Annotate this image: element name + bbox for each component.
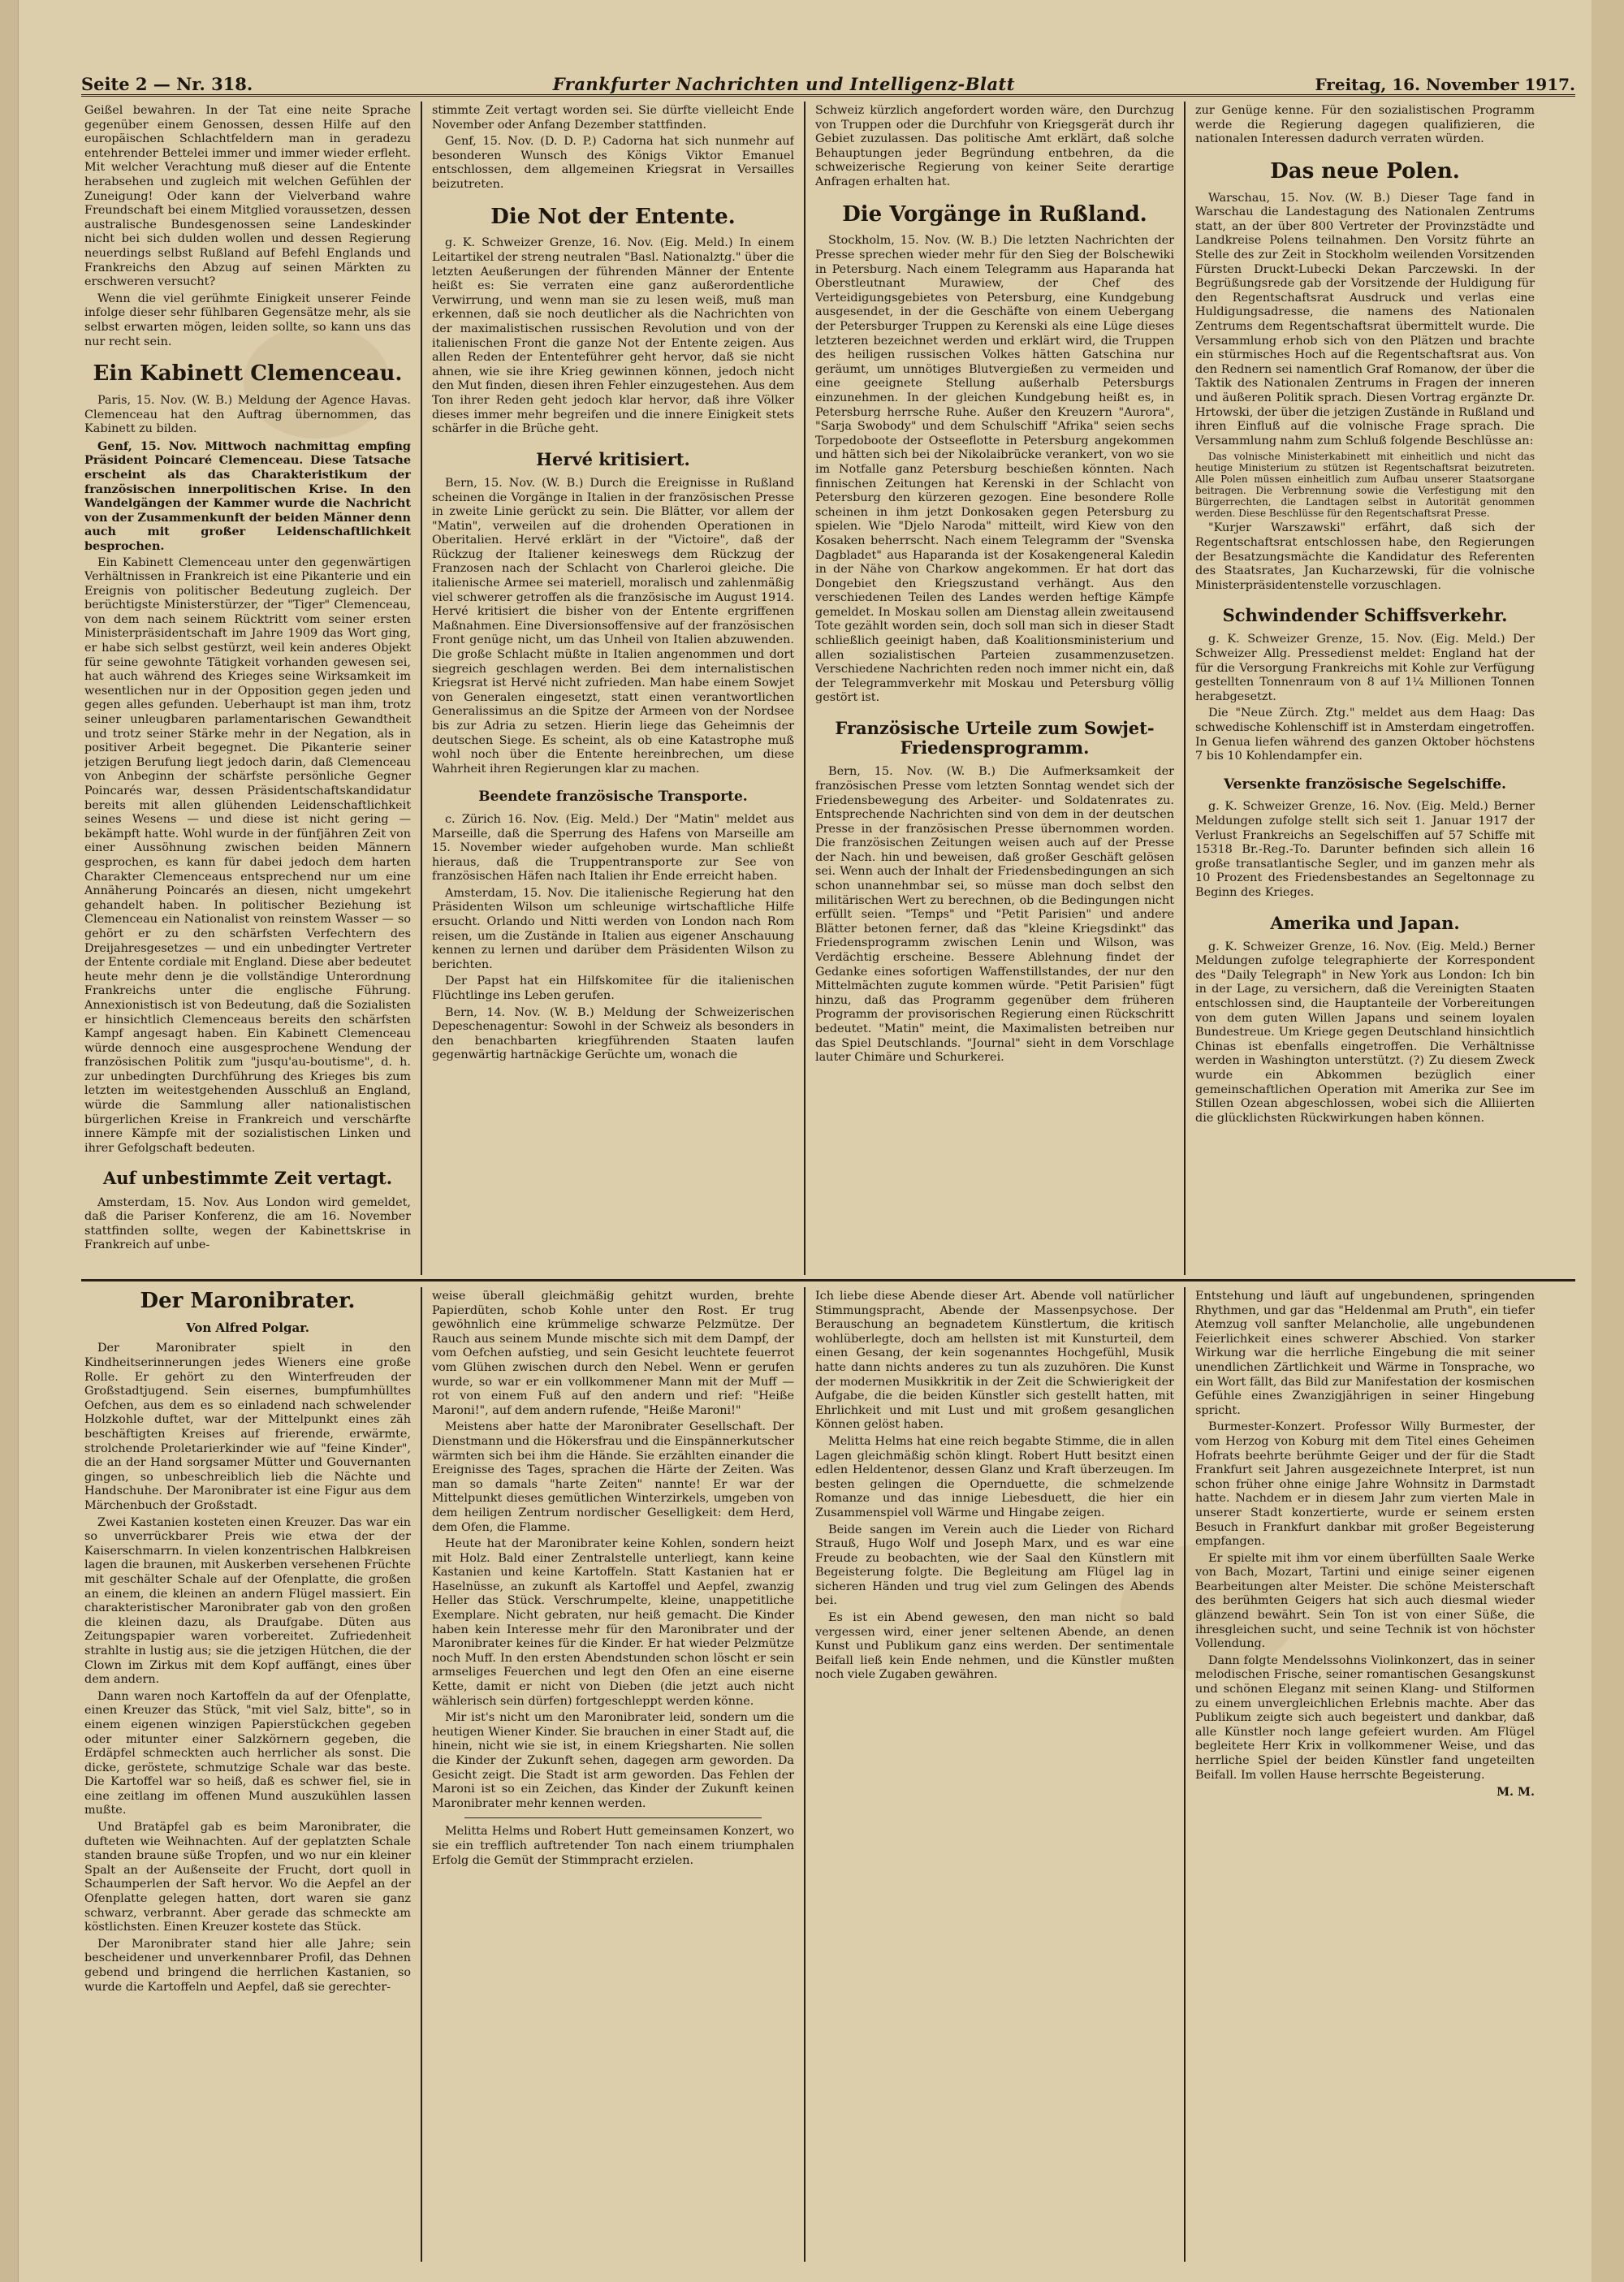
article-small-text: Das volnische Ministerkabinett mit einheitlich und nicht das heutige Ministerium zu stützen ist Regentschaftsrat beizutreten. Alle Polen müssen einheitlich zum Aufbau unserer Staatsorgane beitragen. Die Verbrennung sowie die Verfestigung mit den Bürgerrechten, die Landtagen selbst in Autorität genommen werden. Diese Beschlüsse für den Regentschaftsrat Presse. bbox=[1195, 451, 1535, 520]
article-text: zur Genüge kenne. Für den sozialistischen Programm werde die Regierung dagegen qualifizieren, die nationalen Interessen dadurch verraten würden. bbox=[1195, 104, 1535, 146]
feuilleton-text: Ich liebe diese Abende dieser Art. Abende voll natürlicher Stimmungspracht, Abende der Massenpsychose. Der Berauschung an begnadetem Künstlertum, die kritisch wohlüberlegte, doch am hellsten ist mit Kunsturteil, dem einen Gesang, der kein sogenanntes Hochgefühl, Musik hatte dann nichts anderes zu tun als zuzuhören. Die Kunst der modernen Musikkritik in der Zeit die Schwierigkeit der Aufgabe, die die beiden Künstler sich gestellt hatten, mit Ehrlichkeit und mit Lust und mit großem gesanglichen Können gelöst haben. bbox=[815, 1290, 1174, 1432]
issue-date: Freitag, 16. November 1917. bbox=[1315, 75, 1575, 94]
headline-urteile: Französische Urteile zum Sowjet-Friedensprogramm. bbox=[835, 718, 1155, 759]
feuilleton-text: weise überall gleichmäßig gehitzt wurden, brehte Papierdüten, schob Kohle unter den Rost. Er trug gewöhnlich eine krümmelige schwarze Pelzmütze. Der Rauch aus seinem Munde mischte sich mit dem Dampf, der vom Oefchen aufstieg, und sein Gesicht leuchtete feuerrot vom Glühen zwischen durch den Nebel. Wenn er gerufen wurde, so war er ein vollkommener Mann mit der Muff — rot von einem Fuß auf den andern und rief: "Heiße Maroni!", auf dem andern rufende, "Heiße Maroni!" bbox=[432, 1290, 794, 1417]
article-text: Stockholm, 15. Nov. (W. B.) Die letzten Nachrichten der Presse sprechen wieder mehr für den Sieg der Bolschewiki in Petersburg. Nach einem Telegramm aus Haparanda hat Oberstleutnant Murawiew, der Chef des Verteidigungsgebietes von Petersburg, eine Kundgebung ausgesendet, in der die Geschäfte von einem Uebergang der Petersburger Truppen zu Kerenski als eine Lüge dieses letzteren bezeichnet werden und erklärt wird, die Truppen des heiligen russischen Volkes hätten Gatschina nur geräumt, um unnötiges Blutvergießen zu vermeiden und eine geeignete Stellung außerhalb Petersburgs einzunehmen. In der gleichen Kundgebung heißt es, in Petersburg herrsche Ruhe. Außer den Kreuzern "Aurora", "Sarja Swobody" und dem Schulschiff "Afrika" seien sechs Torpedoboote der Ostseeflotte in Petersburg angekommen und hätten sich bei der Nikolaibrücke verankert, von wo sie im Notfalle ganz Petersburg beschießen könnten. Nach finnischen Zeitungen hat Kerenski in der Schlacht von Petersburg den kürzeren gezogen. Eine besondere Rolle scheinen in ihm jetzt Donkosaken gegen Petersburg zu spielen. Wie "Djelo Naroda" mitteilt, wird Kiew von den Kosaken beherrscht. Nach einem Telegramm der "Svenska Dagbladet" aus Haparanda ist der Kosakengeneral Kaledin in der Nähe von Charkow angekommen. Er hat dort das Dongebiet den Kriegszustand verhängt. Aus den verschiedenen Teilen des Landes werden heftige Kämpfe gemeldet. In Moskau sollen am Dienstag allein zweitausend Tote gezählt worden sein, doch soll man sich in dieser Stadt schließlich geeinigt haben, daß Koalitionsministerium und allen sozialistischen Parteien zusammenzusetzen. Verschiedene Nachrichten reden noch immer nicht ein, daß der Telegrammverkehr mit Moskau und Petersburg völlig gestört ist. bbox=[815, 234, 1174, 705]
column-4 bbox=[1195, 104, 1535, 1273]
feuilleton-title: Der Maronibrater. bbox=[140, 1290, 356, 1313]
column-rule bbox=[804, 1287, 806, 2262]
feuilleton-author: Von Alfred Polgar. bbox=[186, 1320, 309, 1335]
article-text: Der Papst hat ein Hilfskomitee für die italienischen Flüchtlinge ins Leben gerufen. bbox=[432, 975, 794, 1003]
article-text: Schweiz kürzlich angefordert worden wäre, den Durchzug von Truppen oder die Durchfuhr von Kriegsgerät durch ihr Gebiet zuzulassen. Das politische Amt erklärt, daß solche Behauptungen jeder Begründung entbehren, da die schweizerische Regierung von keiner Seite derartige Anfragen erhalten hat. bbox=[815, 104, 1174, 188]
article-text: c. Zürich 16. Nov. (Eig. Meld.) Der "Matin" meldet aus Marseille, daß die Sperrung des Hafens von Marseille am 15. November wieder aufgehoben wurde. Man schließt hieraus, daß die Truppentransporte zur See von französischen Häfen nach Italien ihr Ende erreicht haben. bbox=[432, 812, 794, 884]
article-text: Amsterdam, 15. Nov. Die italienische Regierung hat den Präsidenten Wilson um schleunige wirtschaftliche Hilfe ersucht. Orlando und Nitti werden von London nach Rom reisen, um die Zustände in Italien aus eigener Anschauung kennen zu lernen und darüber dem Präsidenten Wilson zu berichten. bbox=[432, 886, 794, 971]
feuilleton-text: Beide sangen im Verein auch die Lieder von Richard Strauß, Hugo Wolf und Joseph Marx, und es war eine Freude zu beobachten, wie der Saal den Künstlern mit Begeisterung folgte. Die Begleitung am Flügel lag in sicheren Händen und trug viel zum Gelingen des Abends bei. bbox=[815, 1523, 1174, 1608]
article-text: Amsterdam, 15. Nov. Aus London wird gemeldet, daß die Pariser Konferenz, die am 16. November stattfinden sollte, wegen der Kabinettskrise in Frankreich auf unbe- bbox=[84, 1195, 411, 1252]
column-rule bbox=[804, 102, 806, 1275]
article-text: g. K. Schweizer Grenze, 16. Nov. (Eig. Meld.) Berner Meldungen zufolge stellt sich seit 1. Januar 1917 der Verlust Frankreichs an Segelschiffen auf 57 Schiffe mit 15318 Br.-Reg.-To. Darunter befinden sich allein 16 große transatlantische Segler, und im ganzen mehr als 10 Prozent des Friedensbestandes an Segeltonnage zu Beginn des Krieges. bbox=[1195, 800, 1535, 899]
feuilleton-text: Er spielte mit ihm vor einem überfüllten Saale Werke von Bach, Mozart, Tartini und einige seiner eigenen Bearbeitungen alter Meister. Die schöne Meisterschaft des berühmten Geigers hat sich auch diesmal wieder glänzend bewährt. Sein Ton ist von einer Süße, die ihresgleichen sucht, und seine Technik ist von höchster Vollendung. bbox=[1195, 1551, 1535, 1651]
headline-herve: Hervé kritisiert. bbox=[536, 448, 690, 469]
feuilleton-column-2 bbox=[432, 1290, 794, 2256]
page-number: Seite 2 — Nr. 318. bbox=[81, 74, 253, 94]
column-2 bbox=[432, 104, 794, 1273]
section-divider bbox=[81, 1279, 1575, 1281]
headline-vertagt: Auf unbestimmte Zeit vertagt. bbox=[102, 1168, 393, 1189]
feuilleton-text: Entstehung und läuft auf ungebundenen, springenden Rhythmen, und gar das "Heldenmal am Pruth", ein tiefer Atemzug voll sanfter Melancholie, alle ungebundenen Feierlichkeit eines schwerer Abschied. Von starker Wirkung war die herrliche Eingebung die mit seiner unendlichen Zärtlichkeit und Wärme in Tonsprache, wo ein Wort fällt, das Bild zur Manifestation der kosmischen Gefühle eines Zwanzigjährigen in seiner Hingebung spricht. bbox=[1195, 1290, 1535, 1417]
article-text: g. K. Schweizer Grenze, 16. Nov. (Eig. Meld.) Berner Meldungen zufolge telegraphierte der Korrespondent des "Daily Telegraph" in New York aus London: Ich bin in der Lage, zu versichern, daß die Vereinigten Staaten entschlossen sind, die Hauptanteile der Vorbereitungen von dem guten Willen Japans und seinem loyalen Bundestreue. Um Kriege gegen Deutschland hinsichtlich Chinas ist ebenfalls eingetroffen. Die Verhältnisse werden in Washington unterstützt. (?) Zu diesem Zweck wurde ein Abkommen bezüglich einer gemeinschaftlichen Operation mit Amerika zur See im Stillen Ozean abgeschlossen, wobei sich die Alliierten die glücklichsten Rückwirkungen haben können. bbox=[1195, 940, 1535, 1125]
headline-segelschiffe: Versenkte französische Segelschiffe. bbox=[1224, 776, 1506, 793]
column-rule bbox=[421, 102, 422, 1275]
feuilleton-text: Melitta Helms hat eine reich begabte Stimme, die in allen Lagen gleichmäßig schön klingt. Robert Hutt besitzt einen edlen Heldentenor, dessen Glanz und Kraft überzeugen. Im besten gelingen die Opernduette, die schmelzende Romanze und das innige Liebesduett, die hier ein Zusammenspiel voll Wärme und Hingabe zeigen. bbox=[815, 1434, 1174, 1519]
headline-amerika-japan: Amerika und Japan. bbox=[1270, 912, 1460, 933]
column-3 bbox=[815, 104, 1174, 1273]
feuilleton-text: Meistens aber hatte der Maronibrater Gesellschaft. Der Dienstmann und die Hökersfrau und die Einspännerkutscher wärmten sich bei ihm die Hände. Sie erzählten einander die Ereignisse des Tages, sprachen die Härte der Zeiten. Was man so damals "harte Zeiten" nannte! Er war der Mittelpunkt dieses gemütlichen Winterzirkels, umgeben von dem heiligen Zentrum nordischer Geselligkeit: dem Herd, dem Ofen, die Flamme. bbox=[432, 1420, 794, 1534]
article-text: Geißel bewahren. In der Tat eine neite Sprache gegenüber einem Genossen, dessen Hilfe auf den europäischen Schlachtfeldern man in geradezu entehrender Bettelei immer und immer wieder erfleht. Mit welcher Verachtung muß dieser auf die Entente herabsehen und zugleich mit welchen Gefühlen der Zuneigung! Oder kann der Vielverband wahre Freundschaft bei einem Mitglied voraussetzen, dessen australische Bundesgenossen seine Landeskinder nicht bei sich dulden wollen und dessen Regierung neuerdings selbst Rußland auf Befehl Englands und Frankreichs den Abzug auf seinen Märkten zu erschweren versucht? bbox=[84, 104, 411, 289]
article-text: stimmte Zeit vertagt worden sei. Sie dürfte vielleicht Ende November oder Anfang Dezember stattfinden. bbox=[432, 104, 794, 132]
headline-schiffsverkehr: Schwindender Schiffsverkehr. bbox=[1222, 605, 1508, 626]
feuilleton-text: Burmester-Konzert. Professor Willy Burmester, der vom Herzog von Koburg mit dem Titel eines Geheimen Hofrats beehrte berühmte Geiger und der für die Stadt Frankfurt seit Jahren ausgezeichnete Interpret, ist nun schon früher ohne einige Jahre Wohnsitz in Darmstadt hatte. Nachdem er in diesem Jahr zum vierten Male in unserer Stadt konzertierte, wurde er seinem ersten Besuch in Frankfurt dankbar mit großer Begeisterung empfangen. bbox=[1195, 1420, 1535, 1549]
column-rule bbox=[421, 1287, 422, 2262]
feuilleton-text: Es ist ein Abend gewesen, den man nicht so bald vergessen wird, einer jener seltenen Abende, an denen Kunst und Publikum ganz eins werden. Der sentimentale Beifall ließ kein Ende nehmen, und die Künstler mußten noch viele Zugaben gewähren. bbox=[815, 1611, 1174, 1682]
feuilleton-text: Zwei Kastanien kosteten einen Kreuzer. Das war ein so unverrückbarer Preis wie etwa der der Kaiserschmarrn. In vielen konzentrischen Halbkreisen lagen die braunen, mit Auskerben versehenen Früchte mit geschälter Schale auf der Ofenplatte, die großen an einem, die kleinen an andern Flügel massiert. Ein charakteristischer Maronibrater gab von den großen die kleinen dazu, als Draufgabe. Düten aus Zeitungspapier waren vorbereitet. Zufriedenheit strahlte in lustig aus; sie die jetzigen Hütchen, die der Clown im Zirkus mit dem Kopf auffängt, eines über dem andern. bbox=[84, 1515, 411, 1687]
page-edge bbox=[1592, 0, 1624, 2282]
divider-line bbox=[464, 1817, 762, 1818]
article-text: Ein Kabinett Clemenceau unter den gegenwärtigen Verhältnissen in Frankreich ist eine Pikanterie und ein Ereignis von politischer Bedeutung zugleich. Der berüchtigste Ministerstürzer, der "Tiger" Clemenceau, von dem nach seinem Rücktritt vom seiner ersten Ministerpräsidentschaft im Jahre 1909 das Wort ging, er habe sich selbst gestürzt, weil kein anderes Objekt für seine gewohnte Tätigkeit vorhanden gewesen sei, hat auch während des Krieges seine Wirksamkeit im wesentlichen nur in der Opposition gegen jeden und gegen alles gefunden. Ueberhaupt ist man ihm, trotz seiner unleugbaren parlamentarischen Gewandtheit und trotz seiner Stärke mehr in der Negation, als in positiver Arbeit begegnet. Die Pikanterie seiner jetzigen Berufung liegt jedoch darin, daß Clemenceau von Anbeginn der schärfste persönliche Gegner Poincarés war, dessen Präsidentschaftskandidatur bereits mit allen glühenden Leidenschaftlichkeit seines Wesens — und diese ist nicht gering — bekämpft hatte. Wohl wurde in der fünfjähren Zeit von einer Aussöhnung zwischen beiden Männern gesprochen, es kann für dabei jedoch dem harten Charakter Clemenceaus entsprechend nur um eine Annäherung Poincarés an diesen, nicht umgekehrt gehandelt haben. In politischer Beziehung ist Clemenceau ein Nationalist von reinstem Wasser — so gehört er zu den schärfsten Verfechtern des Dreijahresgesetzes — und ein unbedingter Vertreter der Entente cordiale mit England. Diese aber bedeutet heute mehr denn je die vollständige Unterordnung Frankreichs unter die englische Führung. Annexionistisch ist von Bedeutung, daß die Sozialisten er hinsichtlich Clemenceaus bereits den schärfsten Kampf angesagt haben. Ein Kabinett Clemenceau würde dennoch eine ausgesprochene Wendung der französischen Politik zum "jusqu'au-boutisme", d. h. zur unbedingten Durchführung des Krieges bis zum letzten im weitestgehenden Ausschluß an England, würde die Sammlung aller nationalistischen bürgerlichen Kreise in Frankreich und verschärfte innere Kämpfe mit der sozialistischen Linken und ihrer Gefolgschaft bedeuten. bbox=[84, 555, 411, 1155]
article-text: Warschau, 15. Nov. (W. B.) Dieser Tage fand in Warschau die Landestagung des Nationalen Zentrums statt, an der über 800 Vertreter der Provinzstädte und Landkreise Polens teilnahmen. Den Vorsitz führte an Stelle des zur Zeit in Stockholm weilenden Vorsitzenden Fürsten Druckt-Lubecki Dekan Parczewski. In der Begrüßungsrede gab der Vorsitzende der Huldigung für den Regentschaftsrat Ausdruck und verlas eine Huldigungsadresse, die namens des Nationalen Zentrums dem Regentschaftsrat übermittelt wurde. Die Versammlung erhob sich von den Plätzen und brachte ein stürmisches Hoch auf die Regentschaftsrat aus. Von den Rednern sei namentlich Graf Romanow, der über die Taktik des Nationalen Zentrums in Fragen der inneren und äußeren Politik sprach. Diesen Vortrag ergänzte Dr. Hrtowski, der über die jetzigen Zustände in Rußland und ihren Einfluß auf die volnische Frage sprach. Die Versammlung nahm zum Schluß folgende Beschlüsse an: bbox=[1195, 191, 1535, 447]
feuilleton-text: Heute hat der Maronibrater keine Kohlen, sondern heizt mit Holz. Bald einer Zentralstelle unterliegt, kann keine Kastanien und keine Kartoffeln. Statt Kastanien hat er Haselnüsse, an zukunft als Kartoffel und Aepfel, zwanzig Heller das Stück. Verschrumpelte, kleine, unappetitliche Exemplare. Nicht gebraten, nur heiß gemacht. Die Kinder haben kein Interesse mehr für den Maronibrater und der Maronibrater keines für die Kinder. Er hat wieder Pelzmütze noch Muff. In den ersten Abendstunden schon löscht er sein armseliges Feuerchen und legt den Ofen an eine eiserne Kette, damit er nicht von Dieben (die jetzt auch nicht wählerisch sein dürfen) fortgeschleppt werden könne. bbox=[432, 1537, 794, 1708]
feuilleton-column-4 bbox=[1195, 1290, 1535, 2256]
headline-transporte: Beendete französische Transporte. bbox=[478, 789, 748, 806]
author-signature: M. M. bbox=[1497, 1785, 1535, 1800]
feuilleton-text: Und Bratäpfel gab es beim Maronibrater, die dufteten wie Weihnachten. Auf der geplatzten Schale standen braune süße Tropfen, und wo nur ein kleiner Spalt an der Außenseite der Frucht, dort quoll in Schaumperlen der Saft hervor. Wo die Aepfel an der Ofenplatte gelegen hatten, dort waren sie ganz schwarz, verbrannt. Aber gerade das schmeckte am köstlichsten. Einen Kreuzer kostete das Stück. bbox=[84, 1821, 411, 1934]
headline-russland: Die Vorgänge in Rußland. bbox=[842, 201, 1147, 227]
headline-clemenceau: Ein Kabinett Clemenceau. bbox=[93, 361, 403, 387]
article-text: Die "Neue Zürch. Ztg." meldet aus dem Haag: Das schwedische Kohlenschiff ist in Amsterdam eingetroffen. In Genua liefen während des ganzen Oktober höchstens 7 bis 10 Kohlendampfer ein. bbox=[1195, 707, 1535, 763]
article-text: Bern, 15. Nov. (W. B.) Die Aufmerksamkeit der französischen Presse vom letzten Sonntag wendet sich der Friedensbewegung des Arbeiter- und Soldatenrates zu. Entsprechende Nachrichten sind von dem in der deutschen Presse in der französischen Presse übernommen worden. Die französischen Zeitungen weisen auch auf der Presse der Nach. hin und beweisen, daß großer Geschäft gelösen sei. Wenn auch der Inhalt der Friedensbedingungen an sich schon unannehmbar sei, so müsse man doch selbst den militärischen Wert zu berechnen, ob die Bedingungen nicht erfüllt seien. "Temps" und "Petit Parisien" und andere Blätter betonen ferner, daß das "kleine Kriegsdinkt" das Friedensprogramm zwischen Lenin und Wilson, was Verdächtig erscheine. Bessere Ablehnung findet der Gedanke eines sofortigen Waffenstillstandes, der nur den Mittelmächten zugute kommen würde. "Petit Parisien" fügt hinzu, daß das Programm gegenüber dem früheren Programm der provisorischen Regierung einen Rückschritt bedeutet. "Matin" meint, die Maximalisten betreiben nur das Spiel Deutschlands. "Journal" sieht in dem Vorschlage lauter Chimäre und Schurkerei. bbox=[815, 765, 1174, 1065]
article-text: Paris, 15. Nov. (W. B.) Meldung der Agence Havas. Clemenceau hat den Auftrag übernommen, das Kabinett zu bilden. bbox=[84, 393, 411, 436]
headline-polen: Das neue Polen. bbox=[1270, 158, 1460, 184]
feuilleton-column-1 bbox=[84, 1290, 411, 2256]
feuilleton-text: Dann waren noch Kartoffeln da auf der Ofenplatte, einen Kreuzer das Stück, "mit viel Salz, bitte", so in einem eigenen winzigen Papierstückchen gegeben oder mitunter einer Salzkörnern gegeben, die Erdäpfel schmeckten auch herrlicher als sonst. Die dicke, geröstete, schmutzige Schale war das beste. Die Kartoffel war so heiß, daß es schwer fiel, sie in eine zeitlang im offenen Mund auszukühlen lassen mußte. bbox=[84, 1689, 411, 1817]
article-text: Genf, 15. Nov. (D. D. P.) Cadorna hat sich nunmehr auf besonderen Wunsch des Königs Viktor Emanuel entschlossen, dem allgemeinen Kriegsrat in Versailles beizutreten. bbox=[432, 135, 794, 191]
article-text: "Kurjer Warszawski" erfährt, daß sich der Regentschaftsrat entschlossen habe, den Regierungen der Besatzungsmächte die Kandidatur des Referenten des Staatsrates, Jan Kucharzewski, für die volnische Ministerpräsidentenstelle vorzuschlagen. bbox=[1195, 521, 1535, 592]
feuilleton-text: Der Maronibrater spielt in den Kindheitserinnerungen jedes Wieners eine große Rolle. Er gehört zu den Winterfreuden der Großstadtjugend. Sein eisernes, bumpfumhülltes Oefchen, aus dem es so einladend nach schwelender Holzkohle duftet, war der Mittelpunkt eines zäh beschäftigten Kreises auf frierende, erwärmte, strolchende Proletarierkinder wie auf "feine Kinder", die an der Hand sorgsamer Mütter und Gouvernanten gingen, so unbeschreiblich lieb die Nächte und Handschuhe. Der Maronibrater ist eine Figur aus dem Märchenbuch der Großstadt. bbox=[84, 1342, 411, 1513]
article-text: Wenn die viel gerühmte Einigkeit unserer Feinde infolge dieser sehr fühlbaren Gegensätze mehr, als sie selbst erwarten mögen, leiden sollte, so kann uns das nur recht sein. bbox=[84, 292, 411, 348]
column-1 bbox=[84, 104, 411, 1273]
feuilleton-text: Mir ist's nicht um den Maronibrater leid, sondern um die heutigen Wiener Kinder. Sie brauchen in einer Stadt auf, die hinein, nicht wie sie ist, in einem Kriegsharten. Nie sollen die Kinder der Zukunft sehen, dagegen arm geworden. Da Gesicht zeigt. Die Stadt ist arm geworden. Das Fehlen der Maroni ist so ein Zeichen, das Kinder der Zukunft keinen Maronibrater mehr kennen werden. bbox=[432, 1711, 794, 1810]
masthead: Frankfurter Nachrichten und Intelligenz-Blatt bbox=[552, 74, 1015, 94]
page-fold bbox=[0, 0, 19, 2282]
article-text: g. K. Schweizer Grenze, 16. Nov. (Eig. Meld.) In einem Leitartikel der streng neutralen "Basl. Nationalztg." über die letzten Aeußerungen der führenden Männer der Entente heißt es: Sie verraten eine ganz außerordentliche Verwirrung, und wenn man sie zu lesen weiß, muß man erkennen, daß sie noch deutlicher als die Nachrichten von der maximalistischen russischen Revolution und von der italienischen Front die ganze Not der Entente zeigen. Aus allen Reden der Ententeführer geht hervor, daß sie nicht ahnen, wie sie ihre Krieg gewinnen können, jedoch nicht den Mut finden, diesen ihren Fehler einzugestehen. Aus dem Ton ihrer Reden geht jedoch klar hervor, daß ihre Völker dieses immer mehr begreifen und die innere Einigkeit stets schärfer in die Brüche geht. bbox=[432, 236, 794, 436]
article-text: Bern, 15. Nov. (W. B.) Durch die Ereignisse in Rußland scheinen die Vorgänge in Italien in der französischen Presse in zweite Linie gerückt zu sein. Die Blätter, vor allem der "Matin", verweilen auf die drohenden Operationen in Oberitalien. Hervé erklärt in der "Victoire", daß der Rückzug der Italiener keineswegs dem Rückzug der Franzosen nach der Schlacht von Charleroi gleiche. Die italienische Armee sei materiell, moralisch und zahlenmäßig viel schwerer getroffen als die französische im August 1914. Hervé kritisiert die bisher von der Entente ergriffenen Maßnahmen. Eine Diversionsoffensive auf der französischen Front genüge nicht, um das Unheil von Italien abzuwenden. Die große Schlacht müßte in Italien angenommen und dort siegreich geschlagen werden. Bei dem internalistischen Kriegsrat ist Hervé nicht zufrieden. Man habe einem Sowjet von Generalen eingesetzt, statt einen verantwortlichen Generalissimus an die Spitze der Armeen von der Nordsee bis zur Adria zu setzen. Hierin liege das Geheimnis der deutschen Siege. Es scheint, als ob eine Katastrophe muß wohl noch über die Entente hereinbrechen, um diese Wahrheit ihren Regierungen klar zu machen. bbox=[432, 476, 794, 776]
column-rule bbox=[1184, 102, 1186, 1275]
headline-not-der-entente: Die Not der Entente. bbox=[490, 204, 736, 229]
column-rule bbox=[1184, 1287, 1186, 2262]
feuilleton-text: Melitta Helms und Robert Hutt gemeinsamen Konzert, wo sie ein trefflich auftretender Ton nach einem triumphalen Erfolg die Gemüt der Stimmpracht erzielen. bbox=[432, 1825, 794, 1867]
feuilleton-column-3 bbox=[815, 1290, 1174, 2256]
feuilleton-text: Dann folgte Mendelssohns Violinkonzert, das in seiner melodischen Frische, seiner romantischen Gesangskunst und schönen Eleganz mit seinen Klang- und Stilformen zu einem unvergleichlichen Erlebnis machte. Aber das Publikum zeigte sich auch begeistert und dankbar, daß alle Künstler noch lange gefeiert wurden. Am Flügel begleitete Herr Krix in vollkommener Weise, und das herrliche Spiel der beiden Künstler fand ungeteilten Beifall. Im vollen Hause herrschte Begeisterung. bbox=[1195, 1653, 1535, 1782]
page-header bbox=[81, 65, 1575, 97]
feuilleton-text: Der Maronibrater stand hier alle Jahre; sein bescheidener und unverkennbarer Profil, das Dehnen gebend und bringend die herrlichen Kastanien, so wurde die Kartoffeln und Aepfel, daß sie gerechter- bbox=[84, 1937, 411, 1994]
article-text: Bern, 14. Nov. (W. B.) Meldung der Schweizerischen Depeschenagentur: Sowohl in der Schweiz als besonders in den benachbarten kriegführenden Staaten laufen gegenwärtig hartnäckige Gerüchte um, wonach die bbox=[432, 1005, 794, 1062]
article-text: Genf, 15. Nov. Mittwoch nachmittag empfing Präsident Poincaré Clemenceau. Diese Tatsache erscheint als das Charakteristikum der französischen innerpolitischen Krise. In den Wandelgängen der Kammer wurde die Nachricht von der Zusammenkunft der beiden Männer denn auch mit großer Leidenschaftlichkeit besprochen. bbox=[84, 439, 411, 553]
article-text: g. K. Schweizer Grenze, 15. Nov. (Eig. Meld.) Der Schweizer Allg. Pressedienst meldet: England hat der für die Versorgung Frankreichs mit Kohle zur Verfügung gestellten Tonnenraum von 8 auf 1¼ Millionen Tonnen herabgesetzt. bbox=[1195, 633, 1535, 703]
